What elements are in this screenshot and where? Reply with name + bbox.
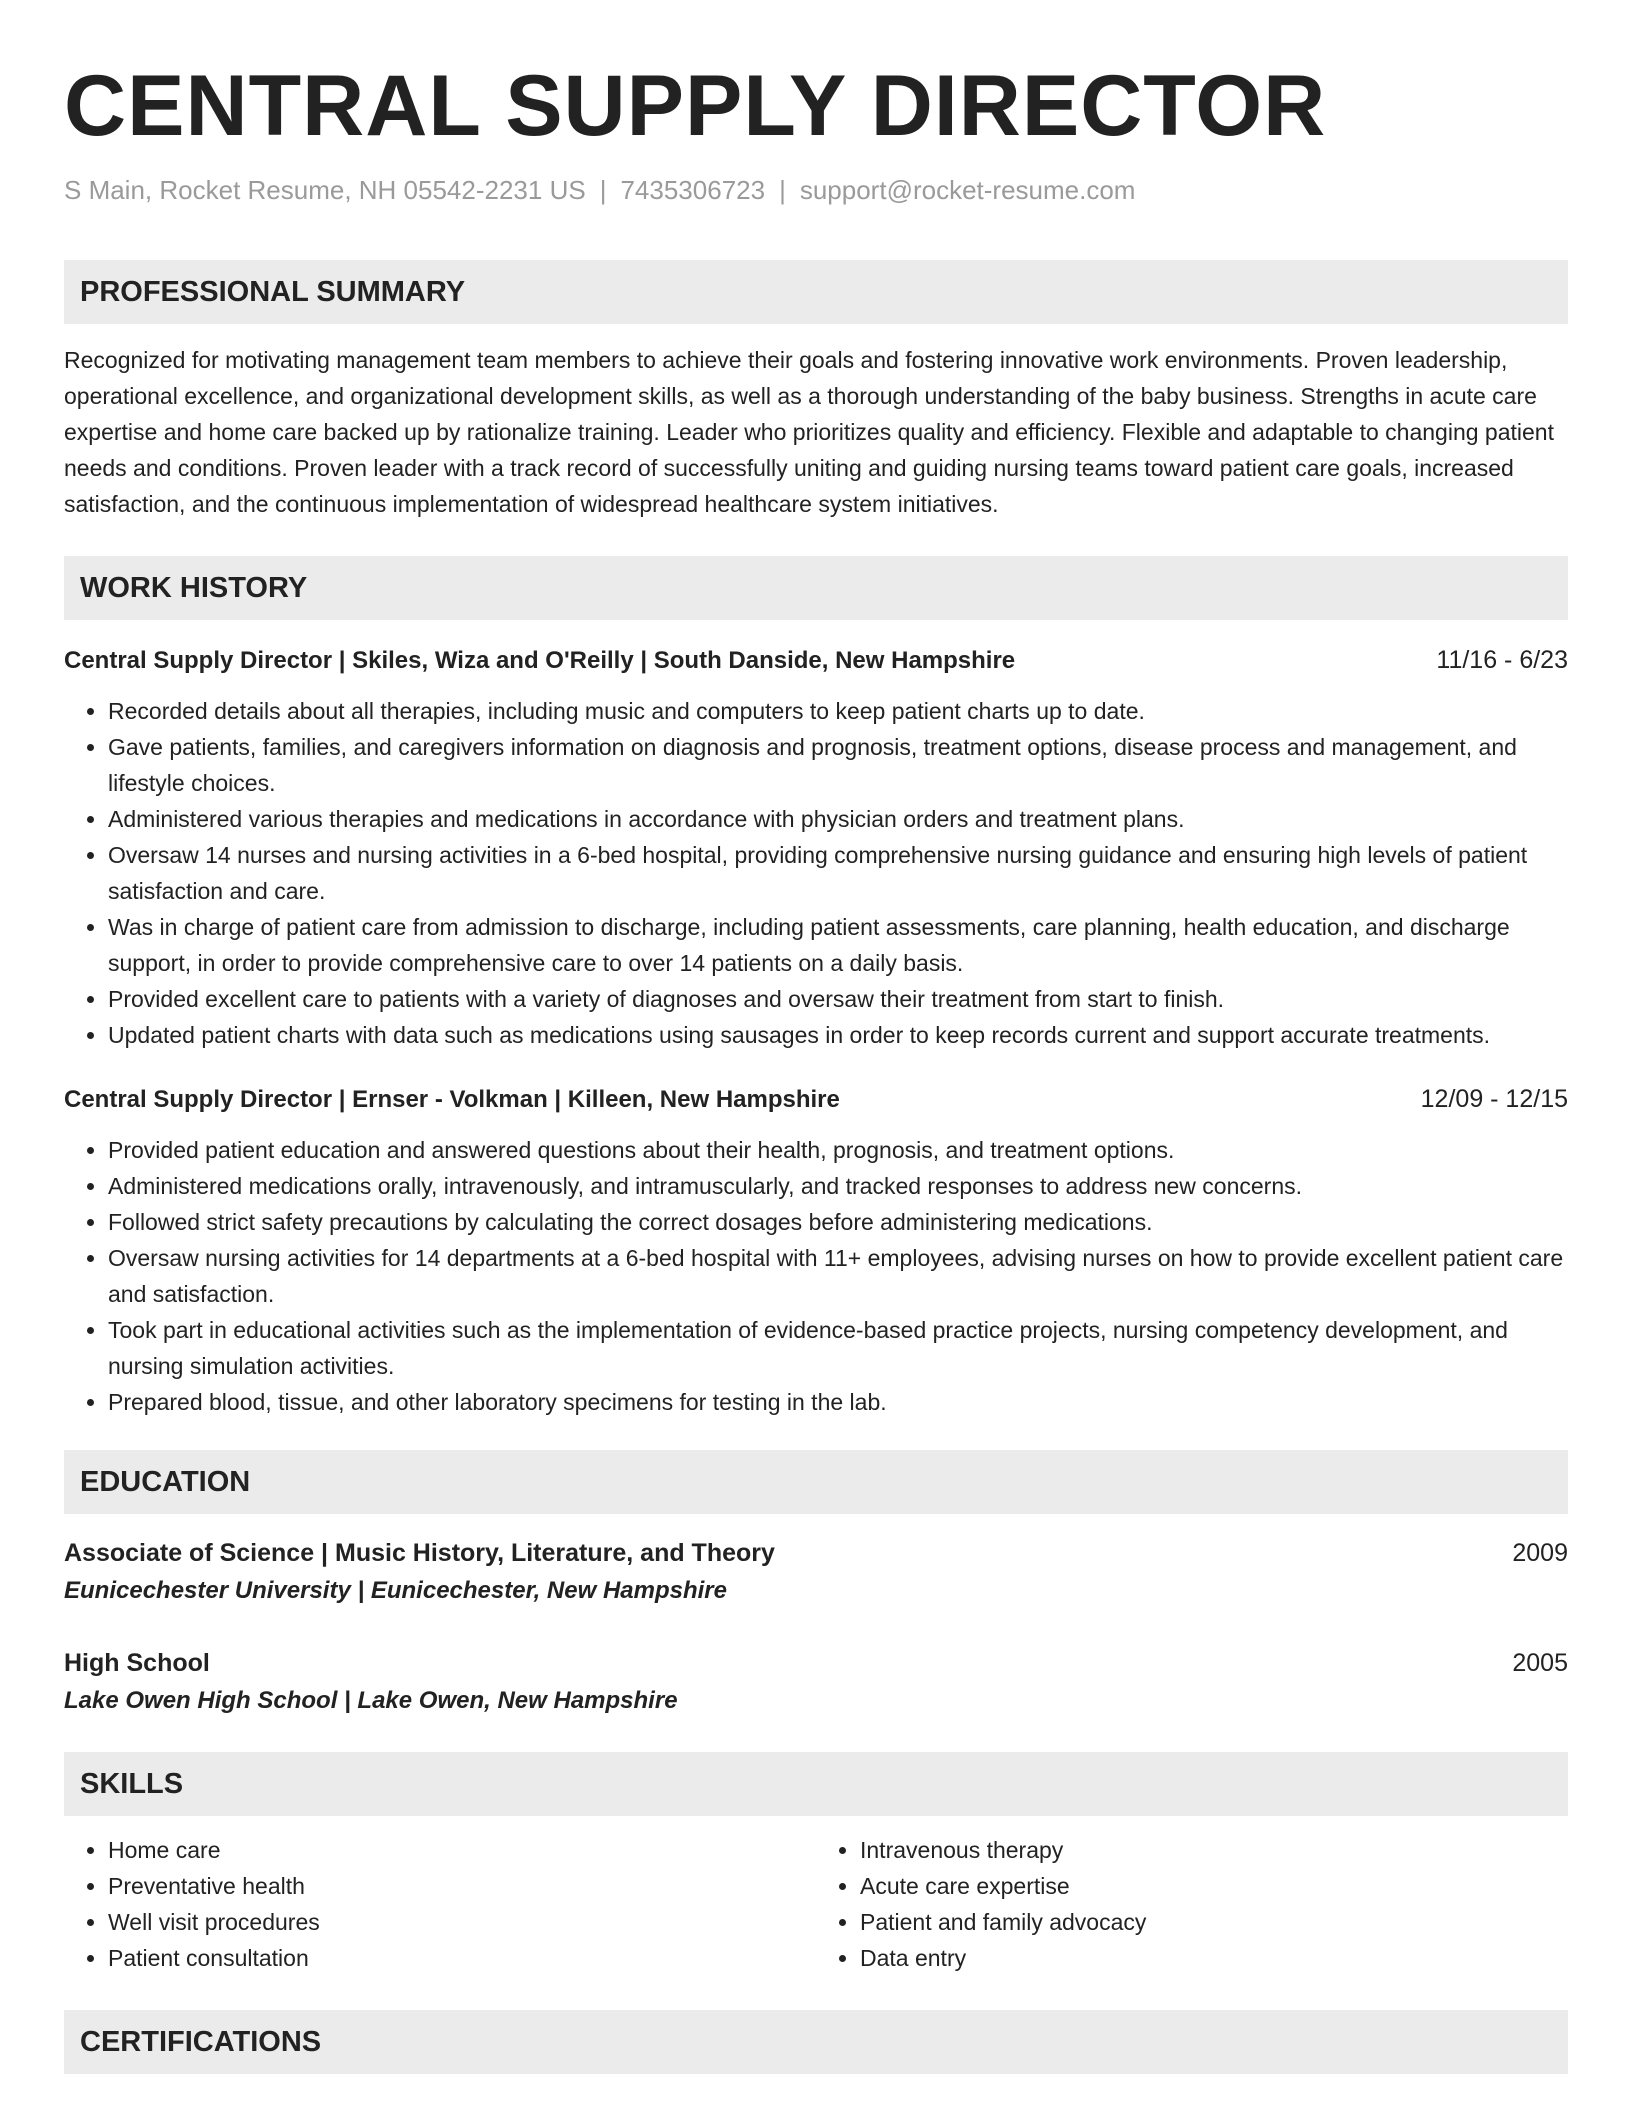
education-year: 2005 bbox=[1512, 1649, 1568, 1677]
resume-name: CENTRAL SUPPLY DIRECTOR bbox=[64, 58, 1327, 154]
job-entry bbox=[64, 1081, 1568, 1420]
job-header bbox=[64, 1081, 1568, 1118]
job-bullet: • Oversaw 14 nurses and nursing activities in a 6-bed hospital, providing comprehensive nursing guidance and ensuring high levels of patient satisfaction and care. bbox=[108, 837, 1568, 909]
job-bullets bbox=[64, 693, 1568, 1053]
section-header-summary: PROFESSIONAL SUMMARY bbox=[64, 260, 1568, 324]
education-year: 2009 bbox=[1512, 1539, 1568, 1567]
job-bullet: • Administered various therapies and medications in accordance with physician orders and treatment plans. bbox=[108, 801, 1568, 837]
skills-grid bbox=[64, 1832, 1568, 1976]
job-bullet: • Prepared blood, tissue, and other laboratory specimens for testing in the lab. bbox=[108, 1384, 1568, 1420]
contact-separator: | bbox=[599, 175, 607, 205]
education-school: Lake Owen High School | Lake Owen, New Hampshire bbox=[64, 1687, 678, 1714]
job-bullet: • Followed strict safety precautions by calculating the correct dosages before administering medications. bbox=[108, 1204, 1568, 1240]
job-bullet: • Was in charge of patient care from admission to discharge, including patient assessments, care planning, health education, and discharge support, in order to provide comprehensive care to over 14 patients on a daily basis. bbox=[108, 909, 1568, 981]
job-header bbox=[64, 642, 1568, 679]
job-title: Central Supply Director | Skiles, Wiza and O'Reilly | South Danside, New Hampshire bbox=[64, 647, 1016, 674]
job-bullet: • Took part in educational activities such as the implementation of evidence-based practice projects, nursing competency development, and nursing simulation activities. bbox=[108, 1312, 1568, 1384]
summary-text: Recognized for motivating management team members to achieve their goals and fostering innovative work environments. Proven leadership, operational excellence, and organizational development skills, as well as a thorough understanding of the baby business. Strengths in acute care expertise and home care backed up by rationalize training. Leader who prioritizes quality and efficiency. Flexible and adaptable to changing patient needs and conditions. Proven leader with a track record of successfully uniting and guiding nursing teams toward patient care goals, increased satisfaction, and the continuous implementation of widespread healthcare system initiatives. bbox=[64, 347, 1554, 517]
contact-separator: | bbox=[779, 175, 786, 205]
job-bullet: • Provided patient education and answered questions about their health, prognosis, and treatment options. bbox=[108, 1132, 1568, 1168]
contact-line bbox=[64, 172, 1568, 208]
job-bullet: • Updated patient charts with data such as medications using sausages in order to keep records current and support accurate treatments. bbox=[108, 1017, 1568, 1053]
job-bullet: • Recorded details about all therapies, including music and computers to keep patient charts up to date. bbox=[108, 693, 1568, 729]
skills-column-left bbox=[64, 1832, 816, 1976]
skill-item: • Well visit procedures bbox=[108, 1904, 816, 1940]
education-degree: Associate of Science | Music History, Literature, and Theory bbox=[64, 1539, 775, 1567]
skill-item: • Intravenous therapy bbox=[860, 1832, 1568, 1868]
job-bullets bbox=[64, 1132, 1568, 1420]
contact-email: support@rocket-resume.com bbox=[799, 175, 1136, 205]
job-bullet: • Oversaw nursing activities for 14 departments at a 6-bed hospital with 11+ employees, advising nurses on how to provide excellent patient care and satisfaction. bbox=[108, 1240, 1568, 1312]
skill-item: • Home care bbox=[108, 1832, 816, 1868]
education-header bbox=[64, 1644, 1568, 1682]
skill-item: • Patient and family advocacy bbox=[860, 1904, 1568, 1940]
job-title: Central Supply Director | Ernser - Volkman | Killeen, New Hampshire bbox=[64, 1086, 840, 1113]
education-degree: High School bbox=[64, 1649, 210, 1677]
section-header-work-history: WORK HISTORY bbox=[64, 556, 1568, 620]
skills-list bbox=[64, 1832, 816, 1976]
job-bullet: • Administered medications orally, intravenously, and intramuscularly, and tracked responses to address new concerns. bbox=[108, 1168, 1568, 1204]
contact-address: S Main, Rocket Resume, NH 05542-2231 US bbox=[64, 175, 586, 205]
skill-item: • Data entry bbox=[860, 1940, 1568, 1976]
job-dates: 12/09 - 12/15 bbox=[1420, 1085, 1568, 1113]
job-dates: 11/16 - 6/23 bbox=[1436, 646, 1568, 674]
skills-column-right bbox=[816, 1832, 1568, 1976]
education-header bbox=[64, 1534, 1568, 1572]
job-entry bbox=[64, 642, 1568, 1053]
section-header-education: EDUCATION bbox=[64, 1450, 1568, 1514]
education-school: Eunicechester University | Eunicechester, New Hampshire bbox=[64, 1577, 727, 1604]
skill-item: • Patient consultation bbox=[108, 1940, 816, 1976]
section-header-certifications: CERTIFICATIONS bbox=[64, 2010, 1568, 2074]
job-bullet: • Gave patients, families, and caregivers information on diagnosis and prognosis, treatment options, disease process and management, and lifestyle choices. bbox=[108, 729, 1568, 801]
job-bullet: • Provided excellent care to patients with a variety of diagnoses and oversaw their treatment from start to finish. bbox=[108, 981, 1568, 1017]
contact-phone: 7435306723 bbox=[620, 175, 766, 205]
education-entry bbox=[64, 1534, 1568, 1610]
section-header-skills: SKILLS bbox=[64, 1752, 1568, 1816]
skill-item: • Acute care expertise bbox=[860, 1868, 1568, 1904]
skill-item: • Preventative health bbox=[108, 1868, 816, 1904]
skills-list bbox=[816, 1832, 1568, 1976]
education-entry bbox=[64, 1644, 1568, 1720]
